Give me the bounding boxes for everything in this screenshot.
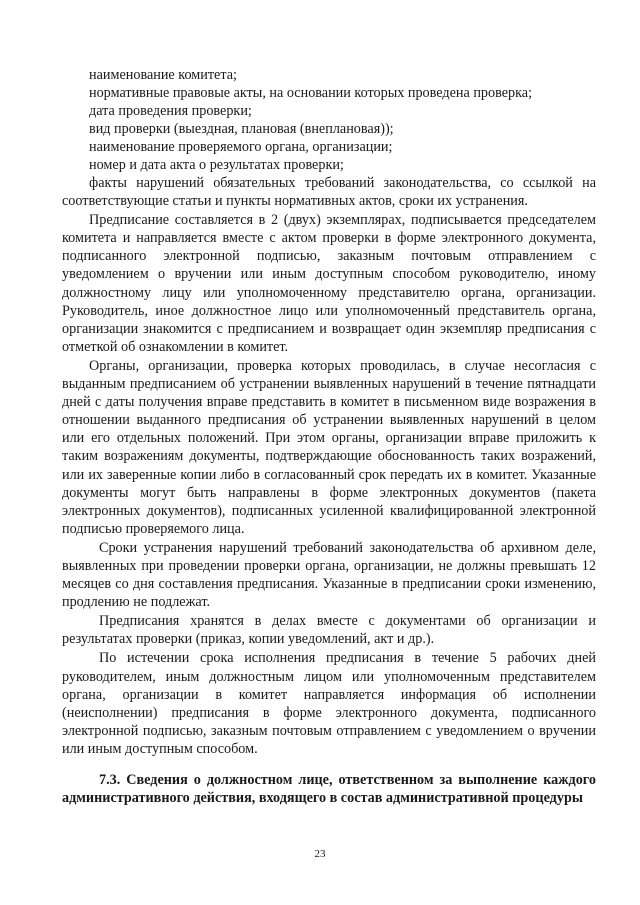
paragraph-deadlines: Сроки устранения нарушений требований законодательства об архивном деле, выявленных при проведении проверки органа, организации, не должны превышать 12 месяцев со дня составления предписания. Указанные в предписании сроки изменению, продлению не подлежат.	[62, 539, 596, 611]
paragraph-violations: факты нарушений обязательных требований законодательства, со ссылкой на соответствующие статьи и пункты нормативных актов, сроки их устранения.	[62, 175, 596, 210]
list-item: наименование комитета;	[89, 67, 237, 83]
section-heading: 7.3. Сведения о должностном лице, ответственном за выполнение каждого административного действия, входящего в состав административной процедуры	[62, 772, 596, 807]
paragraph-objections: Органы, организации, проверка которых проводилась, в случае несогласия с выданным предписанием об устранении выявленных нарушений в течение пятнадцати дней с даты получения вправе представить в комитет в письменном виде возражения в отношении выданного предписания об устранении выявленных нарушений в целом или его отдельных положений. При этом органы, организации вправе приложить к таким возражениям документы, подтверждающие обоснованность таких возражений, или их заверенные копии либо в согласованный срок передать их в комитет. Указанные документы могут быть направлены в форме электронных документов (пакета электронных документов), подписанных усиленной квалифицированной электронной подписью проверяемого лица.	[62, 357, 596, 537]
paragraph-storage: Предписания хранятся в делах вместе с документами об организации и результатах проверки (приказ, копии уведомлений, акт и др.).	[62, 613, 596, 648]
list-item: дата проведения проверки;	[89, 103, 252, 120]
list-item: вид проверки (выездная, плановая (внеплановая));	[89, 121, 394, 138]
list-item: нормативные правовые акты, на основании которых проведена проверка;	[89, 85, 533, 102]
list-item: номер и дата акта о результатах проверки;	[89, 157, 344, 174]
list-item: наименование проверяемого органа, организации;	[89, 139, 393, 156]
paragraph-prescription-copies: Предписание составляется в 2 (двух) экземплярах, подписывается председателем комитета и направляется вместе с актом проверки в форме электронного документа, подписанного электронной подписью, заказным почтовым отправлением с уведомлением о вручении или иным доступным способом руководителю, иному должностному лицу или уполномоченному представителю органа, организации. Руководитель, иное должностное лицо или уполномоченный представитель органа, организации знакомится с предписанием и возвращает один экземпляр предписания с отметкой об ознакомлении в комитет.	[62, 212, 596, 355]
paragraph-execution-report: По истечении срока исполнения предписания в течение 5 рабочих дней руководителем, иным должностным лицом или уполномоченным представителем органа, организации в комитет направляется информация об исполнении (неисполнении) предписания в форме электронного документа, подписанного электронной подписью, заказным почтовым отправлением с уведомлением о вручении или иным доступным способом.	[62, 650, 596, 757]
page-number: 23	[314, 848, 326, 860]
body-text	[62, 174, 596, 759]
inspection-details-list	[89, 66, 609, 175]
